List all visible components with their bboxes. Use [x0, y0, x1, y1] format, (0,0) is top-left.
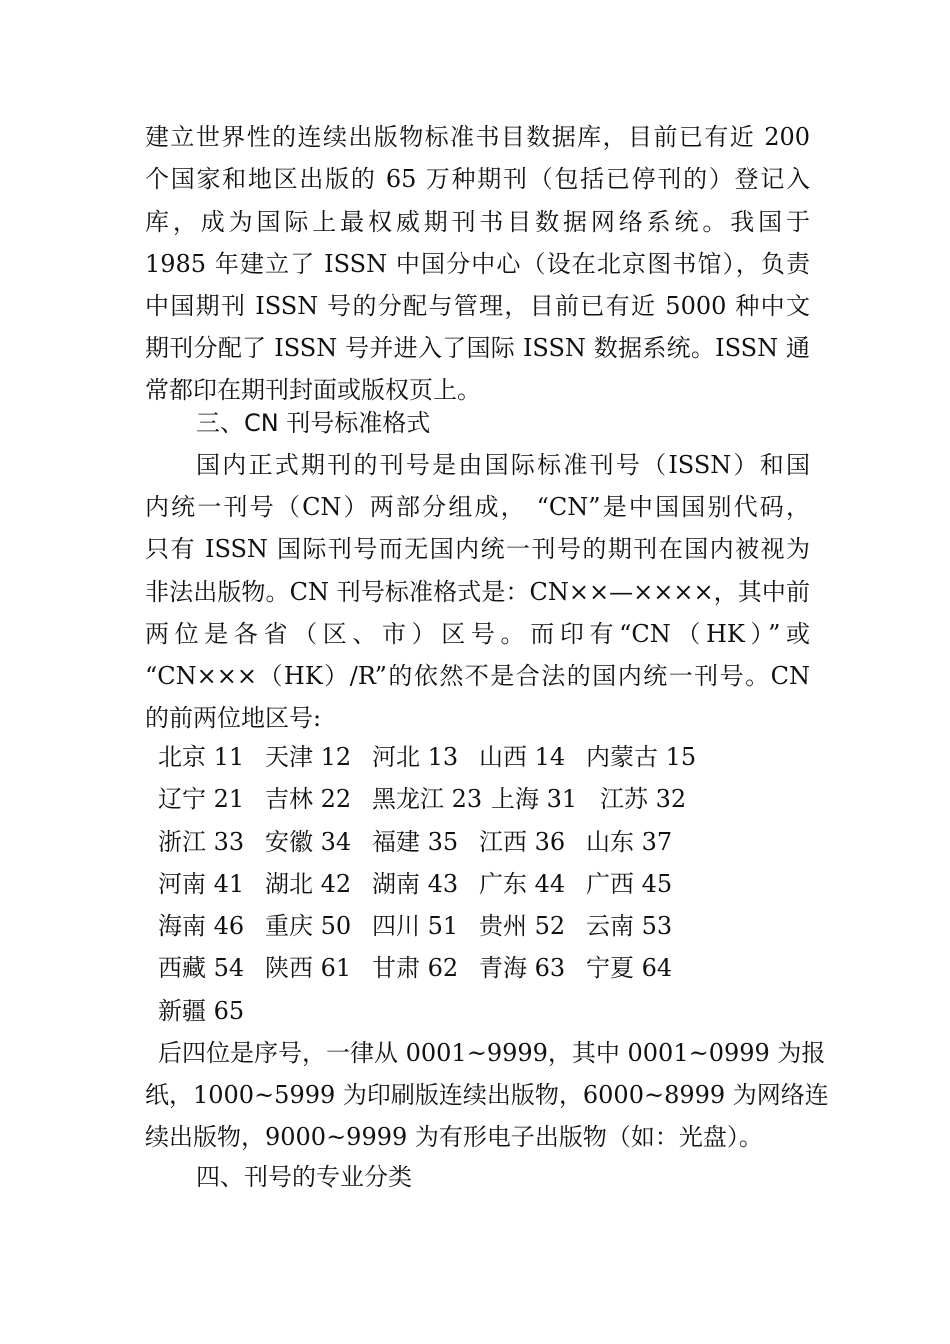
region-code: 海南 46	[158, 912, 245, 940]
paragraph-1-line-3: 库，成为国际上最权威期刊书目数据网络系统。我国于	[145, 208, 810, 236]
region-code: 云南 53	[586, 912, 673, 940]
region-code: 广西 45	[586, 870, 673, 898]
paragraph-2-line-1: 国内正式期刊的刊号是由国际标准刊号（ISSN）和国	[196, 451, 810, 479]
region-code: 安徽 34	[265, 828, 352, 856]
region-code: 青海 63	[479, 954, 566, 982]
region-code: 四川 51	[372, 912, 459, 940]
region-code: 湖北 42	[265, 870, 352, 898]
region-code: 吉林 22	[265, 785, 352, 813]
region-code: 新疆 65	[158, 997, 245, 1025]
region-code: 浙江 33	[158, 828, 245, 856]
paragraph-3-line-2: 纸，1000~5999 为印刷版连续出版物，6000~8999 为网络连	[145, 1081, 829, 1109]
region-code: 宁夏 64	[586, 954, 673, 982]
paragraph-1-line-1: 建立世界性的连续出版物标准书目数据库，目前已有近 200	[145, 123, 810, 151]
paragraph-1-line-5: 中国期刊 ISSN 号的分配与管理，目前已有近 5000 种中文	[145, 292, 810, 320]
paragraph-3-line-3: 续出版物，9000~9999 为有形电子出版物（如：光盘）。	[145, 1123, 763, 1151]
region-code: 山西 14	[479, 743, 566, 771]
paragraph-1-line-4: 1985 年建立了 ISSN 中国分中心（设在北京图书馆），负责	[145, 250, 810, 278]
paragraph-2-line-5: 两位是各省（区、市）区号。而印有“CN（HK）”或	[145, 620, 810, 648]
region-code: 天津 12	[265, 743, 352, 771]
region-code: 贵州 52	[479, 912, 566, 940]
paragraph-2-line-3: 只有 ISSN 国际刊号而无国内统一刊号的期刊在国内被视为	[145, 535, 810, 563]
region-code: 河南 41	[158, 870, 245, 898]
region-code: 西藏 54	[158, 954, 245, 982]
paragraph-3-line-1: 后四位是序号，一律从 0001~9999，其中 0001~0999 为报	[158, 1039, 826, 1067]
paragraph-1-line-2: 个国家和地区出版的 65 万种期刊（包括已停刊的）登记入	[145, 165, 810, 193]
region-code: 江苏 32	[600, 785, 687, 813]
paragraph-1-line-6: 期刊分配了 ISSN 号并进入了国际 ISSN 数据系统。ISSN 通	[145, 334, 810, 362]
region-code: 重庆 50	[265, 912, 352, 940]
paragraph-2-line-2: 内统一刊号（CN）两部分组成， “CN”是中国国别代码，	[145, 493, 810, 521]
region-code: 江西 36	[479, 828, 566, 856]
region-code: 福建 35	[372, 828, 459, 856]
paragraph-1-line-7: 常都印在期刊封面或版权页上。	[145, 376, 481, 404]
region-code: 湖南 43	[372, 870, 459, 898]
region-code: 黑龙江 23	[372, 785, 483, 813]
region-code: 山东 37	[586, 828, 673, 856]
region-code: 陕西 61	[265, 954, 352, 982]
paragraph-2-line-4: 非法出版物。CN 刊号标准格式是：CN××—××××，其中前	[145, 578, 810, 606]
region-code: 甘肃 62	[372, 954, 459, 982]
region-code: 内蒙古 15	[586, 743, 697, 771]
paragraph-2-line-7: 的前两位地区号:	[145, 704, 322, 732]
section-heading-3: 三、CN 刊号标准格式	[196, 409, 431, 437]
region-code: 广东 44	[479, 870, 566, 898]
region-code: 辽宁 21	[158, 785, 245, 813]
section-heading-4: 四、刊号的专业分类	[196, 1163, 412, 1191]
region-code: 上海 31	[491, 785, 578, 813]
region-code: 北京 11	[158, 743, 245, 771]
region-code: 河北 13	[372, 743, 459, 771]
paragraph-2-line-6: “CN×××（HK）/R”的依然不是合法的国内统一刊号。CN	[145, 662, 810, 690]
